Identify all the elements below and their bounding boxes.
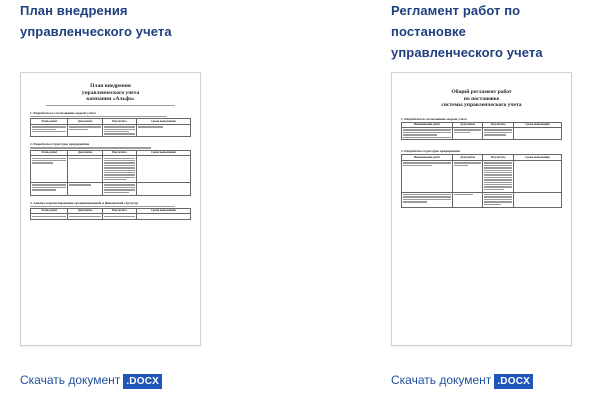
preview-table-cell [452, 192, 482, 207]
preview-table-cell [68, 156, 102, 183]
preview-table-cell [68, 182, 102, 195]
preview-table-header: Документы [68, 119, 102, 124]
preview-heading: по постановке [463, 95, 500, 102]
preview-table-cell [513, 160, 561, 192]
preview-section: 2. Разработка структуры предприятия [401, 149, 461, 154]
preview-text-blur [30, 206, 175, 207]
preview-table-header: Наименование работ [402, 155, 453, 160]
document-card-implementation-plan [20, 0, 230, 42]
preview-table-cell [452, 160, 482, 192]
preview-table-header: Наименование работ [402, 122, 453, 127]
preview-table-cell [31, 156, 68, 183]
preview-table-cell [136, 214, 190, 219]
preview-heading: управленческого учета [81, 89, 140, 96]
preview-table-header: Этапы работ [31, 208, 68, 213]
preview-table [401, 154, 562, 207]
preview-table-header: Сроки выполнения [136, 150, 190, 155]
preview-heading: План внедрения [90, 83, 131, 89]
preview-table-cell [136, 182, 190, 195]
preview-table-header: Результаты [483, 122, 513, 127]
preview-table-cell [483, 127, 513, 140]
download-document-link[interactable] [20, 373, 162, 389]
preview-table-header: Документы [68, 150, 102, 155]
preview-table [30, 208, 191, 220]
preview-table-header: Результаты [483, 155, 513, 160]
preview-table-cell [68, 124, 102, 137]
preview-table-cell [483, 160, 513, 192]
preview-table-header: Этапы работ [31, 119, 68, 124]
document-card-work-regulations [391, 0, 591, 63]
preview-table-cell [68, 214, 102, 219]
preview-table-header: Сроки выполнения [136, 208, 190, 213]
download-document-link[interactable] [391, 373, 533, 389]
preview-table-header: Документы [68, 208, 102, 213]
preview-table-header: Результаты [102, 119, 136, 124]
preview-table-header: Этапы работ [31, 150, 68, 155]
document-preview-page [21, 73, 200, 345]
preview-table-header: Сроки выполнения [513, 155, 561, 160]
preview-section: 1. Разработка и согласование модели учета [30, 110, 96, 115]
docx-format-badge: .DOCX [494, 374, 533, 389]
document-preview-page [392, 73, 571, 345]
document-title[interactable] [391, 0, 591, 63]
preview-section: 2. Разработка структуры предприятия [30, 142, 90, 147]
preview-heading: компании «Альфа» [86, 96, 135, 102]
preview-table-cell [136, 124, 190, 137]
preview-heading: системы управленческого учета [441, 102, 522, 108]
preview-table-header: Сроки выполнения [513, 122, 561, 127]
preview-table-cell [31, 182, 68, 195]
preview-table-header: Результаты [102, 208, 136, 213]
document-title-line-1: План внедрения [20, 3, 128, 18]
preview-table-header: Сроки выполнения [136, 119, 190, 124]
preview-heading: Общий регламент работ [451, 89, 512, 95]
preview-table-cell [102, 124, 136, 137]
preview-text-blur [30, 105, 191, 106]
docx-format-badge: .DOCX [123, 374, 162, 389]
document-title-line-2: управленческого учета [20, 24, 172, 39]
preview-table-cell [513, 192, 561, 207]
document-preview-thumbnail[interactable] [391, 72, 572, 346]
preview-section: 1. Разработка и согласование модели учета [401, 116, 467, 121]
preview-table-cell [483, 192, 513, 207]
document-preview-thumbnail[interactable] [20, 72, 201, 346]
document-title[interactable] [20, 0, 230, 42]
preview-table-cell [102, 182, 136, 195]
preview-table-cell [402, 160, 453, 192]
preview-table-cell [31, 124, 68, 137]
preview-table [401, 122, 562, 141]
preview-table-cell [102, 214, 136, 219]
preview-table-cell [102, 156, 136, 183]
document-title-line-2: управленческого учета [391, 45, 543, 60]
document-title-line-1: Регламент работ по постановке [391, 3, 521, 39]
preview-text-blur [30, 147, 151, 148]
preview-section: 3. Анализ и проектирование организационной и финансовой структур [30, 200, 139, 205]
preview-table-cell [452, 127, 482, 140]
preview-table-cell [402, 127, 453, 140]
preview-table-header: Документы [452, 122, 482, 127]
preview-table-cell [402, 192, 453, 207]
download-label: Скачать документ [20, 373, 121, 387]
preview-table [30, 118, 191, 137]
preview-table-header: Документы [452, 155, 482, 160]
preview-table [30, 150, 191, 196]
preview-text-blur [30, 116, 167, 117]
preview-table-header: Результаты [102, 150, 136, 155]
preview-table-cell [136, 156, 190, 183]
download-label: Скачать документ [391, 373, 492, 387]
preview-table-cell [513, 127, 561, 140]
preview-table-cell [31, 214, 68, 219]
